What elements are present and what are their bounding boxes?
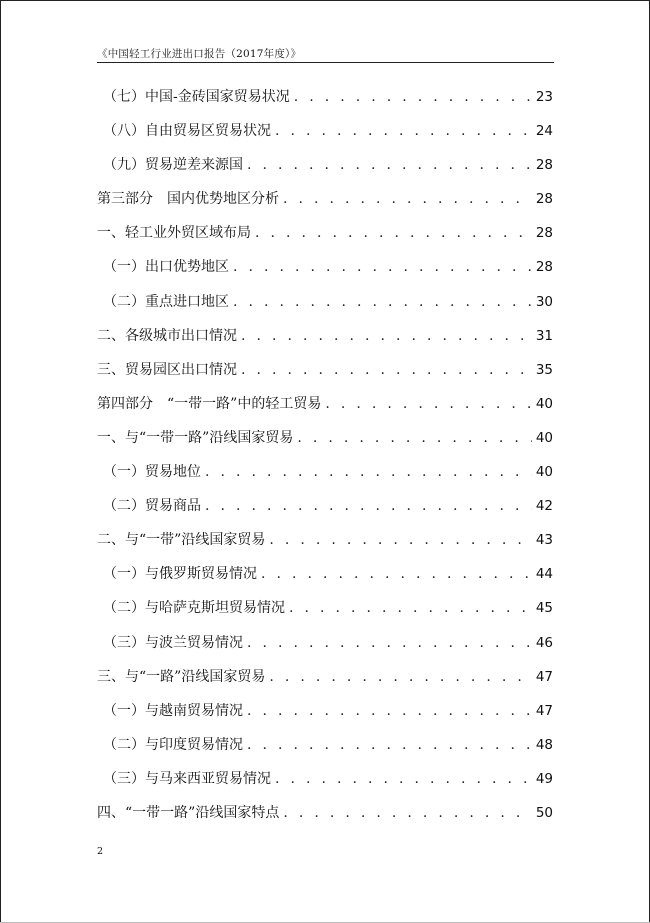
toc-entry-title: （三）与马来西亚贸易情况 [103, 770, 271, 787]
toc-entry-title: 第四部分 “一带一路”中的轻工贸易 [97, 395, 322, 412]
toc-entry-page: 45 [535, 600, 553, 617]
toc-entry-title: （三）与波兰贸易情况 [103, 634, 243, 651]
header-divider [97, 62, 554, 63]
toc-entry[interactable] [97, 523, 553, 557]
toc-dot-leader [247, 728, 532, 762]
toc-entry-page: 44 [535, 566, 553, 583]
toc-entry-title: 二、与“一带”沿线国家贸易 [97, 532, 266, 549]
toc-dot-leader [205, 455, 532, 489]
toc-entry-title: 三、贸易园区出口情况 [97, 361, 237, 378]
toc-dot-leader [247, 626, 532, 660]
toc-entry[interactable] [97, 660, 553, 694]
toc-dot-leader [275, 762, 532, 796]
toc-entry-title: （一）与俄罗斯贸易情况 [103, 566, 257, 583]
toc-entry-page: 35 [535, 361, 553, 378]
toc-dot-leader [325, 387, 531, 421]
toc-dot-leader [255, 216, 532, 250]
toc-dot-leader [233, 285, 532, 319]
toc-dot-leader [289, 591, 532, 625]
toc-entry[interactable] [97, 762, 553, 796]
toc-entry-title: 一、与“一带一路”沿线国家贸易 [97, 429, 294, 446]
toc-entry-page: 28 [535, 191, 553, 208]
page-number: 2 [97, 846, 104, 857]
toc-dot-leader [247, 148, 532, 182]
toc-dot-leader [261, 557, 532, 591]
table-of-contents [97, 80, 553, 830]
toc-dot-leader [283, 796, 531, 830]
toc-entry-page: 31 [535, 327, 553, 344]
toc-dot-leader [297, 421, 531, 455]
toc-entry-title: 二、各级城市出口情况 [97, 327, 237, 344]
toc-entry-page: 40 [535, 464, 553, 481]
toc-entry-page: 28 [535, 157, 553, 174]
toc-dot-leader [269, 660, 531, 694]
toc-entry-page: 23 [535, 89, 553, 105]
toc-entry[interactable] [97, 114, 553, 148]
toc-dot-leader [275, 114, 532, 148]
toc-entry-page: 40 [535, 395, 553, 412]
toc-dot-leader [233, 250, 532, 284]
toc-dot-leader [269, 523, 531, 557]
toc-dot-leader [205, 489, 532, 523]
toc-entry-page: 50 [535, 804, 553, 821]
toc-entry-title: 第三部分 国内优势地区分析 [97, 191, 279, 208]
toc-entry-title: （一）贸易地位 [103, 464, 201, 481]
toc-entry-page: 48 [535, 736, 553, 753]
toc-entry-page: 46 [535, 634, 553, 651]
toc-entry[interactable] [97, 182, 553, 216]
toc-entry[interactable] [97, 353, 553, 387]
toc-entry-title: （一）与越南贸易情况 [103, 702, 243, 719]
toc-entry[interactable] [97, 728, 553, 762]
toc-entry[interactable] [97, 489, 553, 523]
toc-entry-title: 一、轻工业外贸区域布局 [97, 225, 251, 242]
toc-entry-title: 三、与“一路”沿线国家贸易 [97, 668, 266, 685]
toc-entry[interactable] [97, 285, 553, 319]
page-border-left [0, 0, 1, 923]
toc-entry-page: 28 [535, 225, 553, 242]
toc-entry-title: （二）重点进口地区 [103, 293, 229, 310]
toc-entry[interactable] [97, 250, 553, 284]
toc-entry-page: 43 [535, 532, 553, 549]
toc-dot-leader [283, 182, 532, 216]
toc-entry-page: 42 [535, 498, 553, 515]
toc-entry-title: （二）贸易商品 [103, 498, 201, 515]
toc-entry[interactable] [97, 626, 553, 660]
toc-entry[interactable] [97, 694, 553, 728]
toc-entry[interactable] [97, 796, 553, 830]
toc-entry[interactable] [97, 319, 553, 353]
toc-entry-page: 49 [535, 770, 553, 787]
toc-entry-page: 47 [535, 668, 553, 685]
page-border-top [0, 0, 650, 1]
toc-entry-page: 30 [535, 293, 553, 310]
toc-entry-page: 28 [535, 259, 553, 276]
toc-entry[interactable] [97, 80, 553, 114]
toc-entry[interactable] [97, 421, 553, 455]
toc-entry[interactable] [97, 216, 553, 250]
toc-entry-title: （二）与哈萨克斯坦贸易情况 [103, 600, 285, 617]
toc-entry-page: 24 [535, 123, 553, 140]
toc-entry-title: 四、“一带一路”沿线国家特点 [97, 804, 280, 821]
toc-dot-leader [294, 80, 532, 114]
toc-entry-title: （八）自由贸易区贸易状况 [103, 123, 271, 140]
toc-entry[interactable] [97, 557, 553, 591]
toc-entry-title: （七）中国-金砖国家贸易状况 [103, 89, 290, 105]
toc-entry[interactable] [97, 387, 553, 421]
toc-entry-title: （一）出口优势地区 [103, 259, 229, 276]
toc-dot-leader [241, 319, 532, 353]
running-header-title: 《中国轻工行业进出口报告（2017年度）》 [97, 48, 302, 60]
toc-dot-leader [247, 694, 532, 728]
toc-entry[interactable] [97, 148, 553, 182]
toc-entry-title: （九）贸易逆差来源国 [103, 157, 243, 174]
toc-entry[interactable] [97, 455, 553, 489]
toc-entry-page: 40 [535, 429, 553, 446]
toc-entry-page: 47 [535, 702, 553, 719]
toc-dot-leader [241, 353, 532, 387]
toc-entry[interactable] [97, 591, 553, 625]
toc-entry-title: （二）与印度贸易情况 [103, 736, 243, 753]
